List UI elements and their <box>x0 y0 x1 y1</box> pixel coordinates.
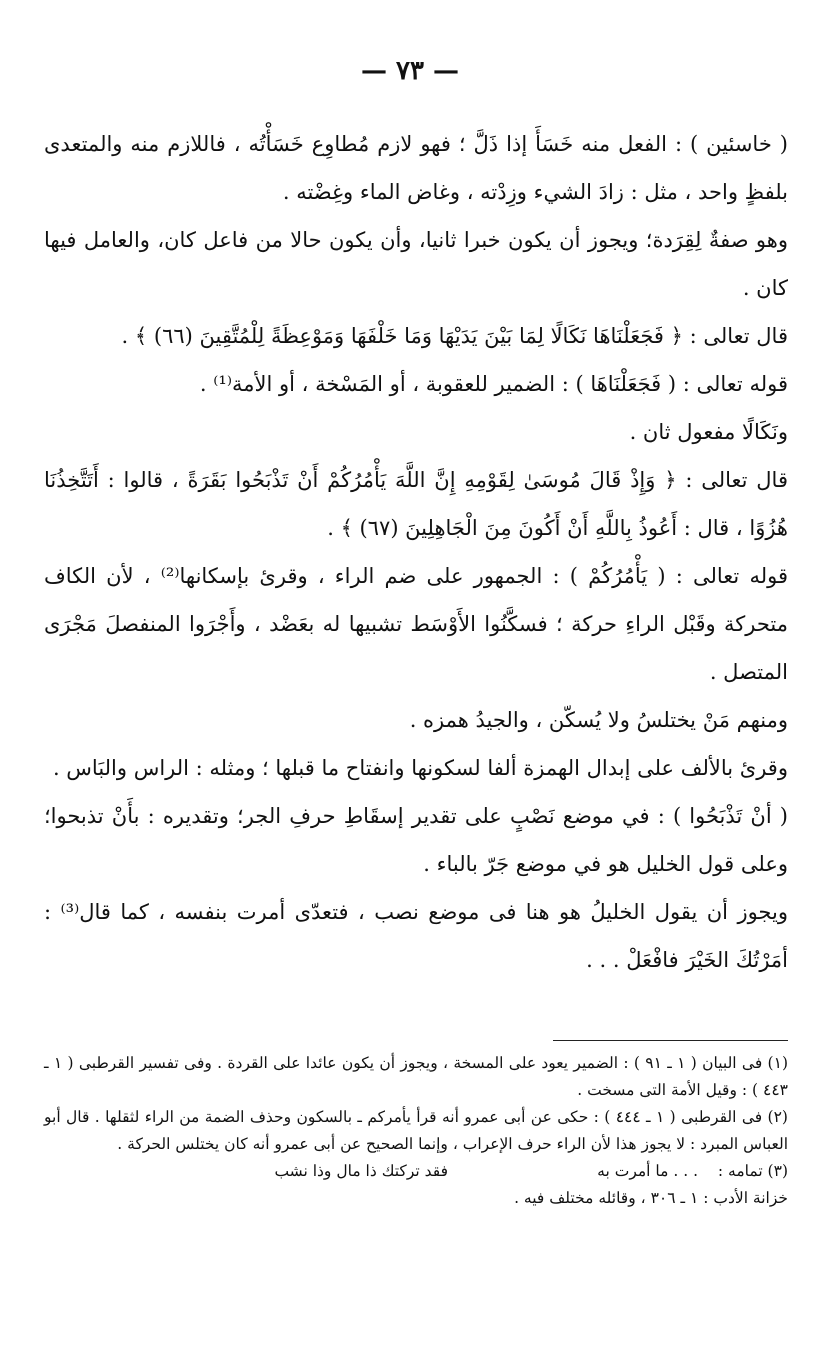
paragraph: ( أنْ تَذْبَحُوا ) : في موضع نَصْبٍ على تقدير إسقَاطِ حرفِ الجر؛ وتقديره : بأَنْ تذبحوا؛ وعلى قول الخليل هو في موضع جَرّ بالباء . <box>44 804 788 876</box>
footnote-verse-number: (٣) تمامه : <box>717 1162 788 1180</box>
footnotes <box>44 1050 788 1212</box>
footnote: (٢) فى القرطبى ( ١ ـ ٤٤٤ ) : حكى عن أبى عمرو أنه قرأ يأمركم ـ بالسكون وحذف الضمة من الراء لثقلها . قال أبو العباس المبرد : لا يجوز هذا لأن الراء حرف الإعراب ، وإنما الصحيح عن أبى عمرو أنه كان يختلس الحركة . <box>44 1108 788 1153</box>
footnote-verse-hemistich-b: فقد تركتك ذا مال وذا نشب <box>274 1162 448 1180</box>
footnote-verse <box>44 1158 788 1185</box>
page-number: — ٧٣ — <box>360 56 460 86</box>
footnote-source: خزانة الأدب : ١ ـ ٣٠٦ ، وقائله مختلف فيه . <box>514 1189 788 1207</box>
main-text <box>44 120 788 984</box>
paragraph: قوله تعالى : ( فَجَعَلْنَاهَا ) : الضمير للعقوبة ، أو المَسْخة ، أو الأمة⁽¹⁾ . <box>199 372 788 396</box>
quran-verse: قال تعالى : ﴿ وَإِذْ قَالَ مُوسَىٰ لِقَوْمِهِ إِنَّ اللَّهَ يَأْمُرُكُمْ أَنْ تَذْبَحُوا بَقَرَةً ، قالوا : أَتَتَّخِذُنَا هُزُوًا ، قال : أَعُوذُ بِاللَّهِ أَنْ أَكُونَ مِنَ الْجَاهِلِينَ (٦٧) ﴾ . <box>44 468 788 540</box>
paragraph: ونَكَالًا مفعول ثان . <box>629 420 788 444</box>
paragraph: ( خاسئين ) : الفعل منه خَسَأَ إذا ذَلَّ ؛ فهو لازم مُطاوِع خَسَأْتُه ، فاللازم منه والمتعدى بلفظٍ واحد ، مثل : زادَ الشيء وزِدْته ، وغاض الماء وغِضْته . <box>44 132 788 204</box>
quran-verse: قال تعالى : ﴿ فَجَعَلْنَاهَا نَكَالًا لِمَا بَيْنَ يَدَيْهَا وَمَا خَلْفَهَا وَمَوْعِظَةً لِلْمُتَّقِينَ (٦٦) ﴾ . <box>121 324 788 348</box>
paragraph: ومنهم مَنْ يختلسُ ولا يُسكّن ، والجيدُ همزه . <box>409 708 788 732</box>
footnote-verse-hemistich-a: . . . ما أمرت به <box>597 1162 698 1180</box>
footnote-divider <box>553 1040 788 1041</box>
paragraph: قوله تعالى : ( يَأْمُرُكُمْ ) : الجمهور على ضم الراء ، وقرئ بإسكانها⁽²⁾ ، لأن الكاف متحركة وقَبْل الراءِ حركة ؛ فسكَّنُوا الأَوْسَط تشبيها له بعَضْد ، وأَجْرَوا المنفصلَ مَجْرَى المتصل . <box>44 564 788 684</box>
paragraph: وقرئ بالألف على إبدال الهمزة ألفا لسكونها وانفتاح ما قبلها ؛ ومثله : الراس والبَاس . <box>52 756 788 780</box>
paragraph: وهو صفةٌ لِقِرَدة؛ ويجوز أن يكون خبرا ثانيا، وأن يكون حالا من فاعل كان، والعامل فيها كان . <box>44 228 788 300</box>
footnote: (١) فى البيان ( ١ ـ ٩١ ) : الضمير يعود على المسخة ، ويجوز أن يكون عائدا على القردة . وفى تفسير القرطبى ( ١ ـ ٤٤٣ ) : وقيل الأمة التى مسخت . <box>44 1054 788 1099</box>
paragraph: ويجوز أن يقول الخليلُ هو هنا فى موضع نصب ، فتعدّى أمرت بنفسه ، كما قال⁽³⁾ : أمَرْتُكَ الخَيْرَ فافْعَلْ . . . <box>44 900 788 972</box>
